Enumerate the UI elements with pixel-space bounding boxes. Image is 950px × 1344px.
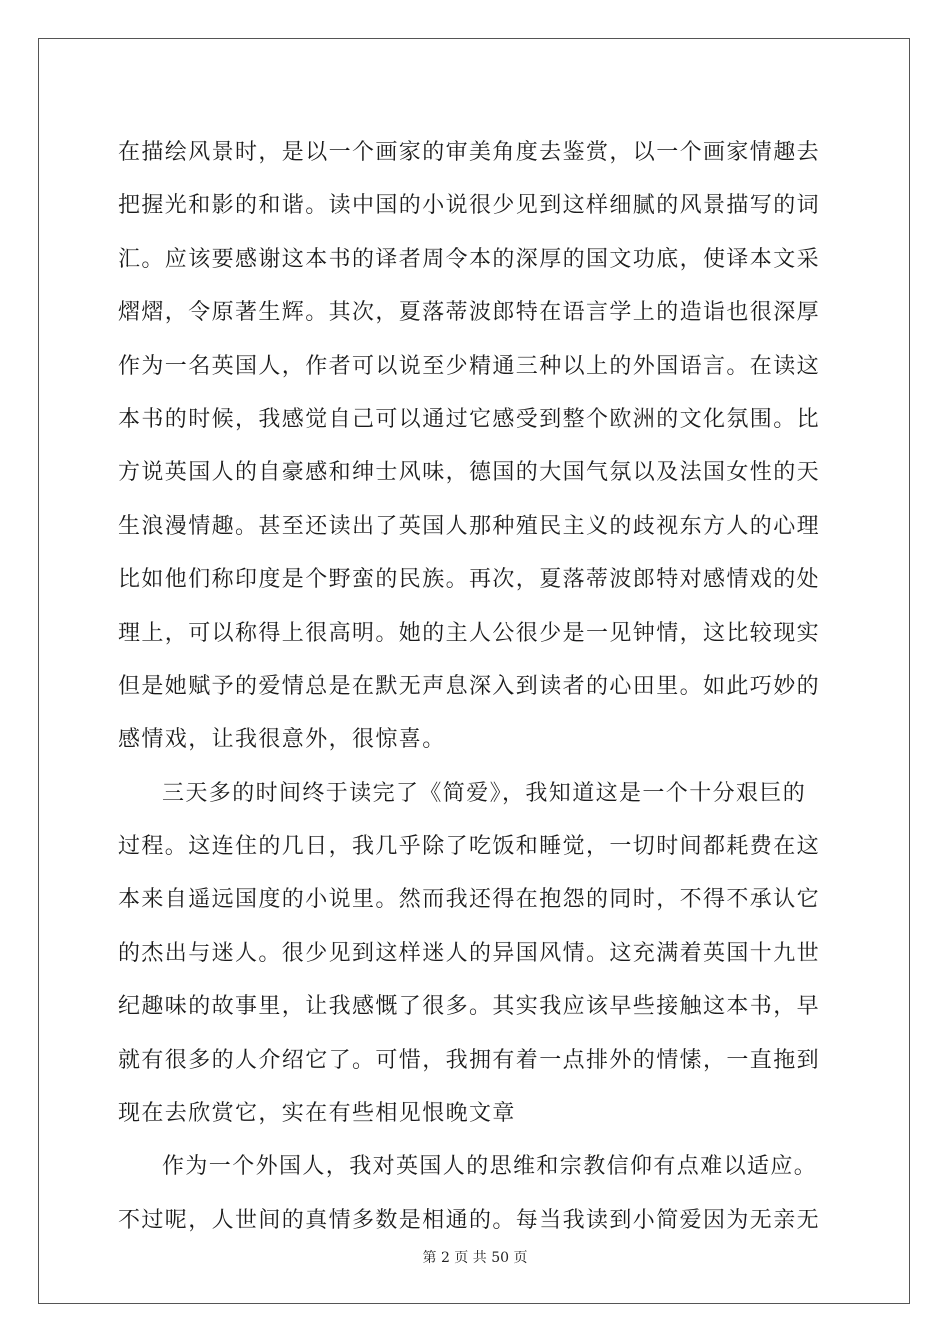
text-line: 过程。这连住的几日，我几乎除了吃饭和睡觉，一切时间都耗费在这 [118, 834, 821, 860]
text-line: 作为一名英国人，作者可以说至少精通三种以上的外国语言。在读这 [118, 353, 821, 379]
text-line: 熠熠，令原著生辉。其次，夏落蒂波郎特在语言学上的造诣也很深厚 [118, 300, 821, 326]
text-line: 现在去欣赏它，实在有些相见恨晚文章 [118, 1101, 516, 1127]
text-line: 作为一个外国人，我对英国人的思维和宗教信仰有点难以适应。 [162, 1154, 818, 1180]
text-line: 理上，可以称得上很高明。她的主人公很少是一见钟情，这比较现实 [118, 620, 821, 646]
text-line: 方说英国人的自豪感和绅士风味，德国的大国气氛以及法国女性的天 [118, 460, 821, 486]
text-line: 把握光和影的和谐。读中国的小说很少见到这样细腻的风景描写的词 [118, 193, 821, 219]
text-line: 在描绘风景时，是以一个画家的审美角度去鉴赏，以一个画家情趣去 [118, 140, 821, 165]
text-line: 就有很多的人介绍它了。可惜，我拥有着一点排外的情愫，一直拖到 [118, 1047, 821, 1073]
text-line: 汇。应该要感谢这本书的译者周令本的深厚的国文功底，使译本文采 [118, 246, 821, 272]
text-line: 但是她赋予的爱情总是在默无声息深入到读者的心田里。如此巧妙的 [118, 673, 821, 699]
document-body [118, 126, 834, 1247]
text-line: 生浪漫情趣。甚至还读出了英国人那种殖民主义的歧视东方人的心理 [118, 513, 821, 539]
text-line: 的杰出与迷人。很少见到这样迷人的异国风情。这充满着英国十九世 [118, 940, 821, 966]
text-line: 不过呢，人世间的真情多数是相通的。每当我读到小简爱因为无亲无 [118, 1207, 821, 1233]
text-line: 感情戏，让我很意外，很惊喜。 [118, 727, 446, 753]
text-line: 纪趣味的故事里，让我感慨了很多。其实我应该早些接触这本书，早 [118, 994, 821, 1020]
text-line: 比如他们称印度是个野蛮的民族。再次，夏落蒂波郎特对感情戏的处 [118, 567, 821, 593]
page-number-footer: 第 2 页 共 50 页 [422, 1250, 528, 1266]
text-line: 三天多的时间终于读完了《简爱》，我知道这是一个十分艰巨的 [162, 780, 807, 806]
text-line: 本书的时候，我感觉自己可以通过它感受到整个欧洲的文化氛围。比 [118, 406, 821, 432]
text-line: 本来自遥远国度的小说里。然而我还得在抱怨的同时，不得不承认它 [118, 887, 821, 913]
